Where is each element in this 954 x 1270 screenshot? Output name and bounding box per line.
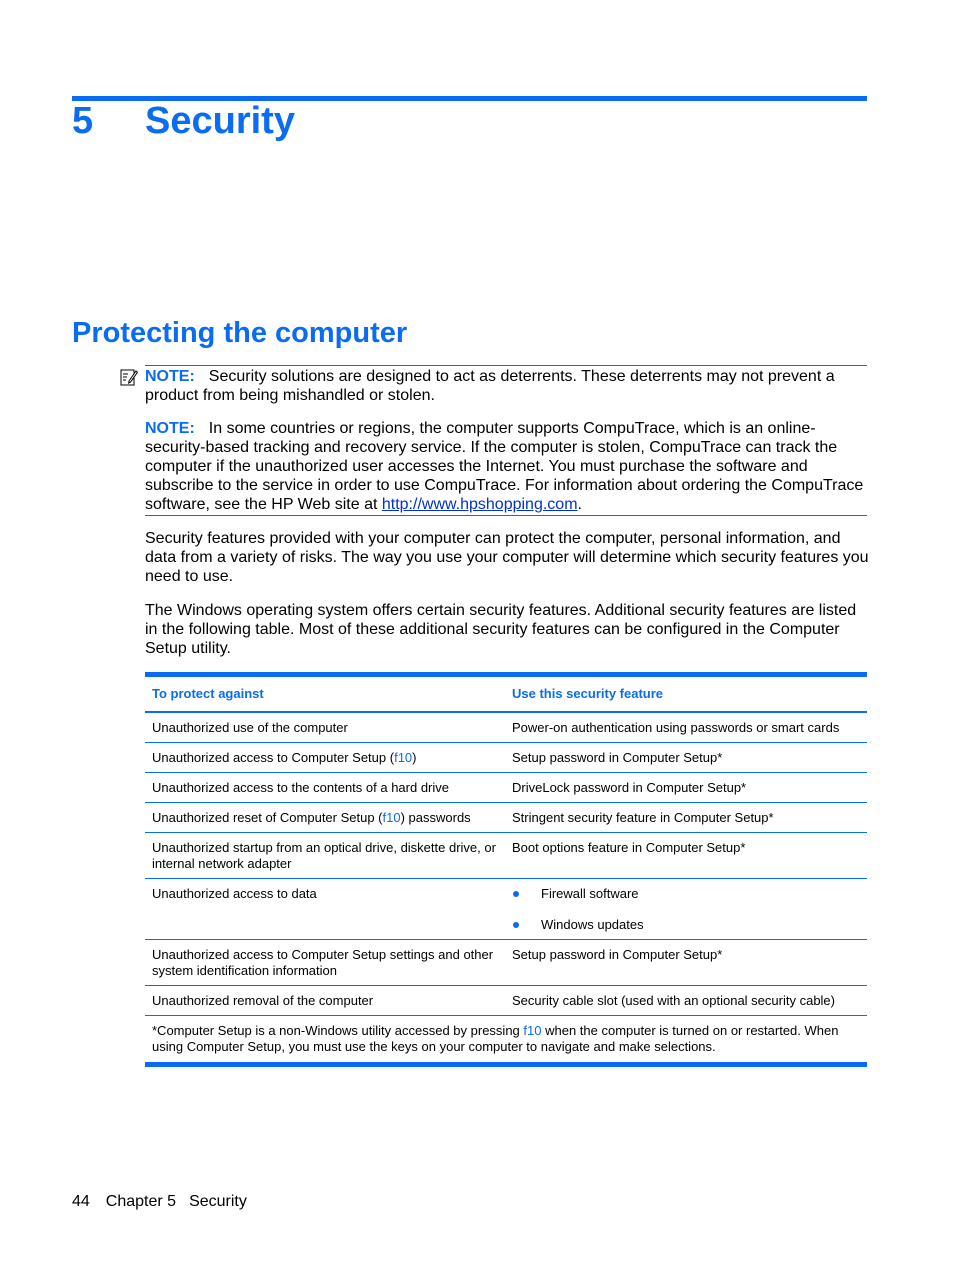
footer-chapter: Chapter 5 xyxy=(105,1193,177,1210)
footer-title: Security xyxy=(189,1193,247,1210)
table-footnote-row xyxy=(145,1016,867,1065)
note-pencil-icon xyxy=(120,368,138,386)
list-item xyxy=(512,886,861,902)
cell-feature: DriveLock password in Computer Setup* xyxy=(505,773,867,803)
chapter-title xyxy=(72,100,295,143)
cell-feature: Setup password in Computer Setup* xyxy=(505,940,867,986)
page-number: 44 xyxy=(72,1193,90,1210)
note-label: NOTE: xyxy=(145,368,195,385)
security-features-table xyxy=(145,672,867,1067)
note-text: In some countries or regions, the computer supports CompuTrace, which is an online-security-based tracking and recovery service. If the computer is stolen, CompuTrace can track the computer if the unauthorized user accesses the Internet. You must purchase the software and subscribe to the service in order to use CompuTrace. For information about ordering the CompuTrace software, see the HP Web site at xyxy=(145,420,864,513)
cell-text: ) passwords xyxy=(400,810,471,825)
cell-against xyxy=(145,803,505,833)
table-row xyxy=(145,743,867,773)
table-row xyxy=(145,833,867,879)
cell-against: Unauthorized access to Computer Setup settings and other system identification information xyxy=(145,940,505,986)
hpshopping-link[interactable]: http://www.hpshopping.com xyxy=(381,496,578,513)
chapter-name: Security xyxy=(145,100,295,142)
footnote-text: when the computer is turned on or restarted. When using Computer Setup, you must use the keys on your computer to navigate and make selections. xyxy=(152,1023,839,1054)
body-paragraph: Security features provided with your computer can protect the computer, personal information, and data from a variety of risks. The way you use your computer will determine which security features you need to use. xyxy=(145,530,869,585)
key-f10: f10 xyxy=(382,810,401,825)
cell-against xyxy=(145,743,505,773)
list-item-text: Firewall software xyxy=(541,886,639,901)
cell-against: Unauthorized access to the contents of a hard drive xyxy=(145,773,505,803)
table-row xyxy=(145,712,867,743)
table-header-row xyxy=(145,675,867,713)
key-f10: f10 xyxy=(394,750,413,765)
table-row xyxy=(145,940,867,986)
cell-against: Unauthorized use of the computer xyxy=(145,712,505,743)
chapter-number: 5 xyxy=(72,100,94,142)
cell-feature: Security cable slot (used with an optional security cable) xyxy=(505,986,867,1016)
table-row xyxy=(145,773,867,803)
cell-feature: Boot options feature in Computer Setup* xyxy=(505,833,867,879)
note-text: Security solutions are designed to act as deterrents. These deterrents may not prevent a product from being mishandled or stolen. xyxy=(145,368,835,404)
footnote-text: *Computer Setup is a non-Windows utility accessed by pressing xyxy=(152,1023,524,1038)
cell-against: Unauthorized startup from an optical drive, diskette drive, or internal network adapter xyxy=(145,833,505,879)
column-header-security-feature: Use this security feature xyxy=(505,675,867,713)
table-row xyxy=(145,803,867,833)
bullet-icon xyxy=(513,891,519,897)
list-item xyxy=(512,917,861,933)
table-row xyxy=(145,879,867,940)
feature-list xyxy=(512,886,861,933)
note-text-end: . xyxy=(577,496,582,513)
cell-against: Unauthorized access to data xyxy=(145,879,505,940)
key-f10: f10 xyxy=(523,1023,542,1038)
body-paragraph: The Windows operating system offers certain security features. Additional security features are listed in the following table. Most of these additional security features can be configured in the Computer Setup utility. xyxy=(145,602,857,657)
cell-feature: Setup password in Computer Setup* xyxy=(505,743,867,773)
section-title: Protecting the computer xyxy=(72,317,408,349)
cell-against: Unauthorized removal of the computer xyxy=(145,986,505,1016)
cell-text: Unauthorized reset of Computer Setup ( xyxy=(152,810,383,825)
cell-feature xyxy=(505,879,867,940)
table-footnote xyxy=(145,1016,867,1065)
cell-feature: Stringent security feature in Computer Setup* xyxy=(505,803,867,833)
note-label: NOTE: xyxy=(145,420,195,437)
note-1 xyxy=(145,367,867,405)
list-item-text: Windows updates xyxy=(541,917,644,932)
cell-feature: Power-on authentication using passwords or smart cards xyxy=(505,712,867,743)
note-block xyxy=(145,365,867,516)
note-2 xyxy=(145,419,867,514)
cell-text: ) xyxy=(412,750,417,765)
cell-text: Unauthorized access to Computer Setup ( xyxy=(152,750,395,765)
column-header-protect-against: To protect against xyxy=(145,675,505,713)
page-footer xyxy=(72,1193,247,1211)
table-row xyxy=(145,986,867,1016)
bullet-icon xyxy=(513,922,519,928)
